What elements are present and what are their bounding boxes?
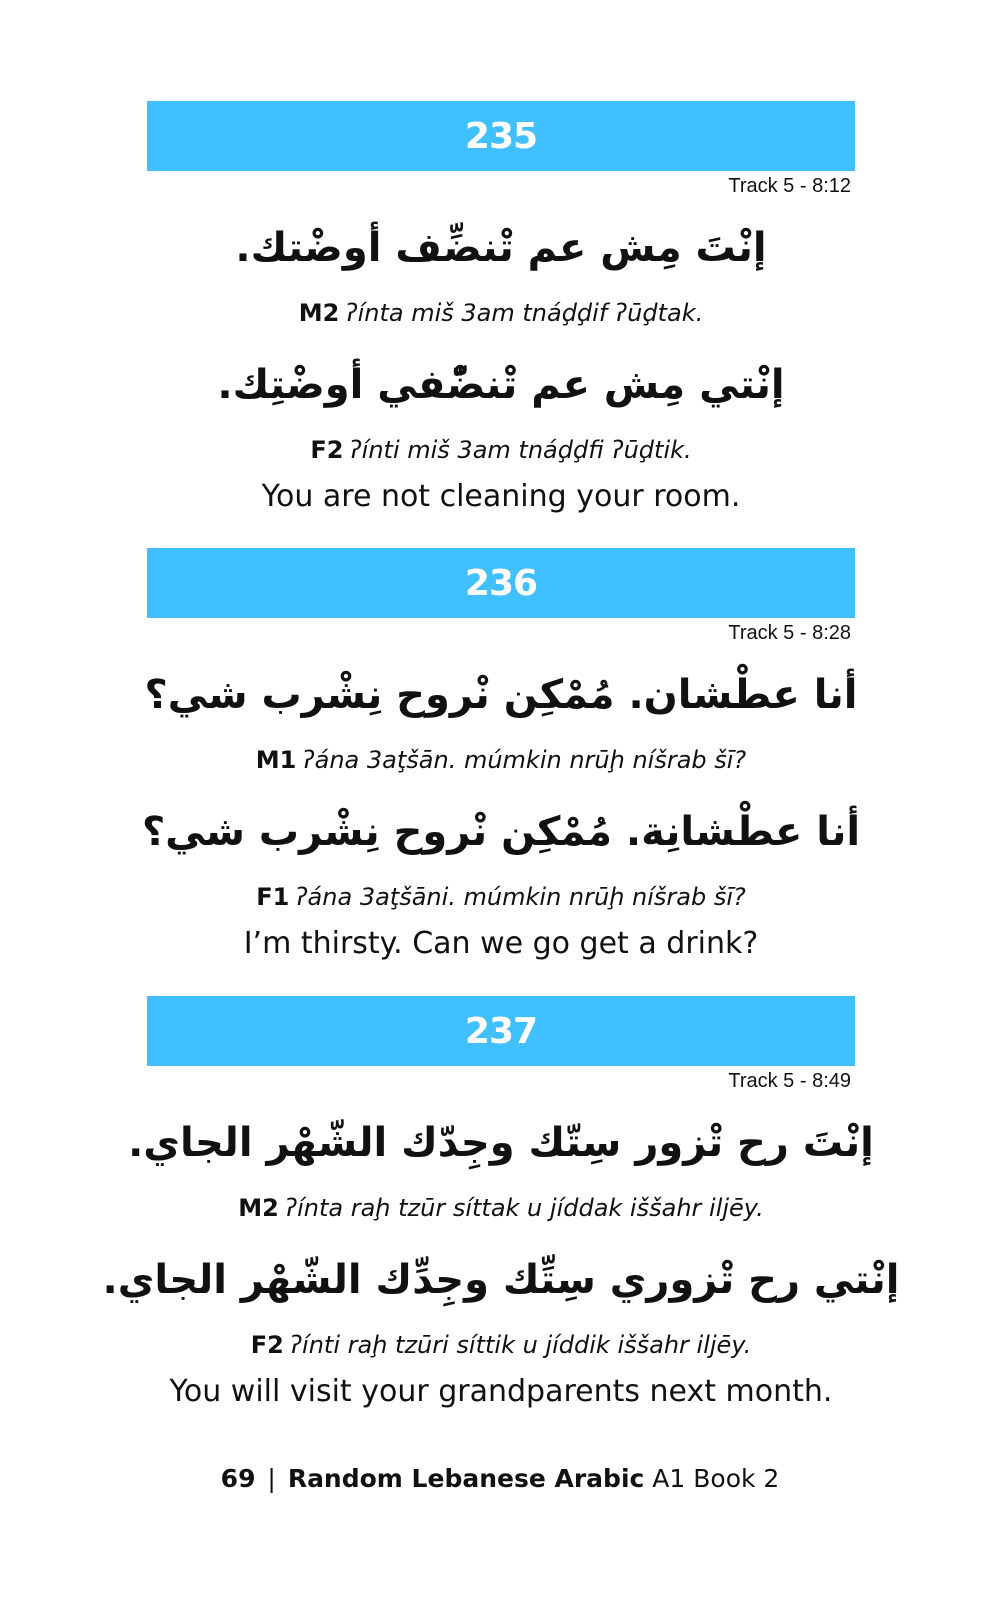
- english-translation: You will visit your grandparents next month.: [169, 1374, 833, 1409]
- transliteration-masculine: [87, 745, 915, 775]
- transliteration-text: ʔínta miš 3am tnáḑḑif ʔūḑtak.: [345, 299, 704, 327]
- speaker-label: M1: [255, 746, 297, 774]
- transliteration-masculine: [87, 1193, 915, 1223]
- page-number: 69: [220, 1464, 256, 1493]
- transliteration-feminine: [87, 882, 915, 912]
- speaker-label: F1: [256, 883, 290, 911]
- audio-track-timestamp: Track 5 - 8:12: [728, 175, 851, 197]
- entry-number-banner: [147, 101, 855, 171]
- transliteration-text: ʔínta raḩ tzūr síttak u jíddak iššahr iljēy.: [284, 1194, 764, 1222]
- english-translation: You are not cleaning your room.: [261, 479, 741, 514]
- footer-separator: |: [267, 1464, 276, 1493]
- entry-number: 236: [464, 562, 538, 604]
- audio-track-timestamp: Track 5 - 8:49: [728, 1070, 851, 1092]
- arabic-masculine: إنْتَ رح تْزور سِتّك وجِدّك الشّهْر الجاي.: [128, 1120, 874, 1166]
- book-subtitle: A1 Book 2: [652, 1464, 780, 1493]
- arabic-feminine: إنْتي رح تْزوري سِتِّك وجِدِّك الشّهْر الجاي.: [102, 1257, 900, 1303]
- speaker-label: M2: [238, 1194, 279, 1222]
- phrase-entry-237: [102, 996, 900, 1443]
- entry-number-banner: [147, 996, 855, 1066]
- entry-number: 235: [464, 115, 538, 157]
- transliteration-text: ʔínti raḩ tzūri síttik u jíddik iššahr iljēy.: [289, 1331, 752, 1359]
- entry-number: 237: [464, 1010, 538, 1052]
- phrase-entry-235: [147, 101, 855, 548]
- english-translation: I’m thirsty. Can we go get a drink?: [243, 926, 759, 961]
- audio-track-timestamp: Track 5 - 8:28: [728, 622, 851, 644]
- arabic-feminine: إنْتي مِش عم تْنضّْفي أوضْتِك.: [217, 362, 785, 408]
- phrase-entry-236: [141, 548, 861, 995]
- arabic-feminine: أنا عطْشانِة. مُمْكِن نْروح نِشْرب شي؟: [141, 809, 861, 855]
- arabic-masculine: إنْتَ مِش عم تْنضِّف أوضْتك.: [235, 225, 767, 271]
- arabic-masculine: أنا عطْشان. مُمْكِن نْروح نِشْرب شي؟: [144, 672, 858, 718]
- speaker-label: F2: [250, 1331, 284, 1359]
- transliteration-masculine: [87, 298, 915, 328]
- book-title: Random Lebanese Arabic: [287, 1464, 645, 1493]
- transliteration-feminine: [87, 1330, 915, 1360]
- transliteration-text: ʔána 3aţšān. múmkin nrūḩ níšrab šī?: [302, 746, 747, 774]
- transliteration-text: ʔána 3aţšāni. múmkin nrūḩ níšrab šī?: [295, 883, 746, 911]
- entry-number-banner: [147, 548, 855, 618]
- speaker-label: M2: [298, 299, 340, 327]
- speaker-label: F2: [310, 436, 344, 464]
- transliteration-text: ʔínti miš 3am tnáḑḑfi ʔūḑtik.: [349, 436, 692, 464]
- page-footer: [0, 1462, 1000, 1496]
- transliteration-feminine: [87, 435, 915, 465]
